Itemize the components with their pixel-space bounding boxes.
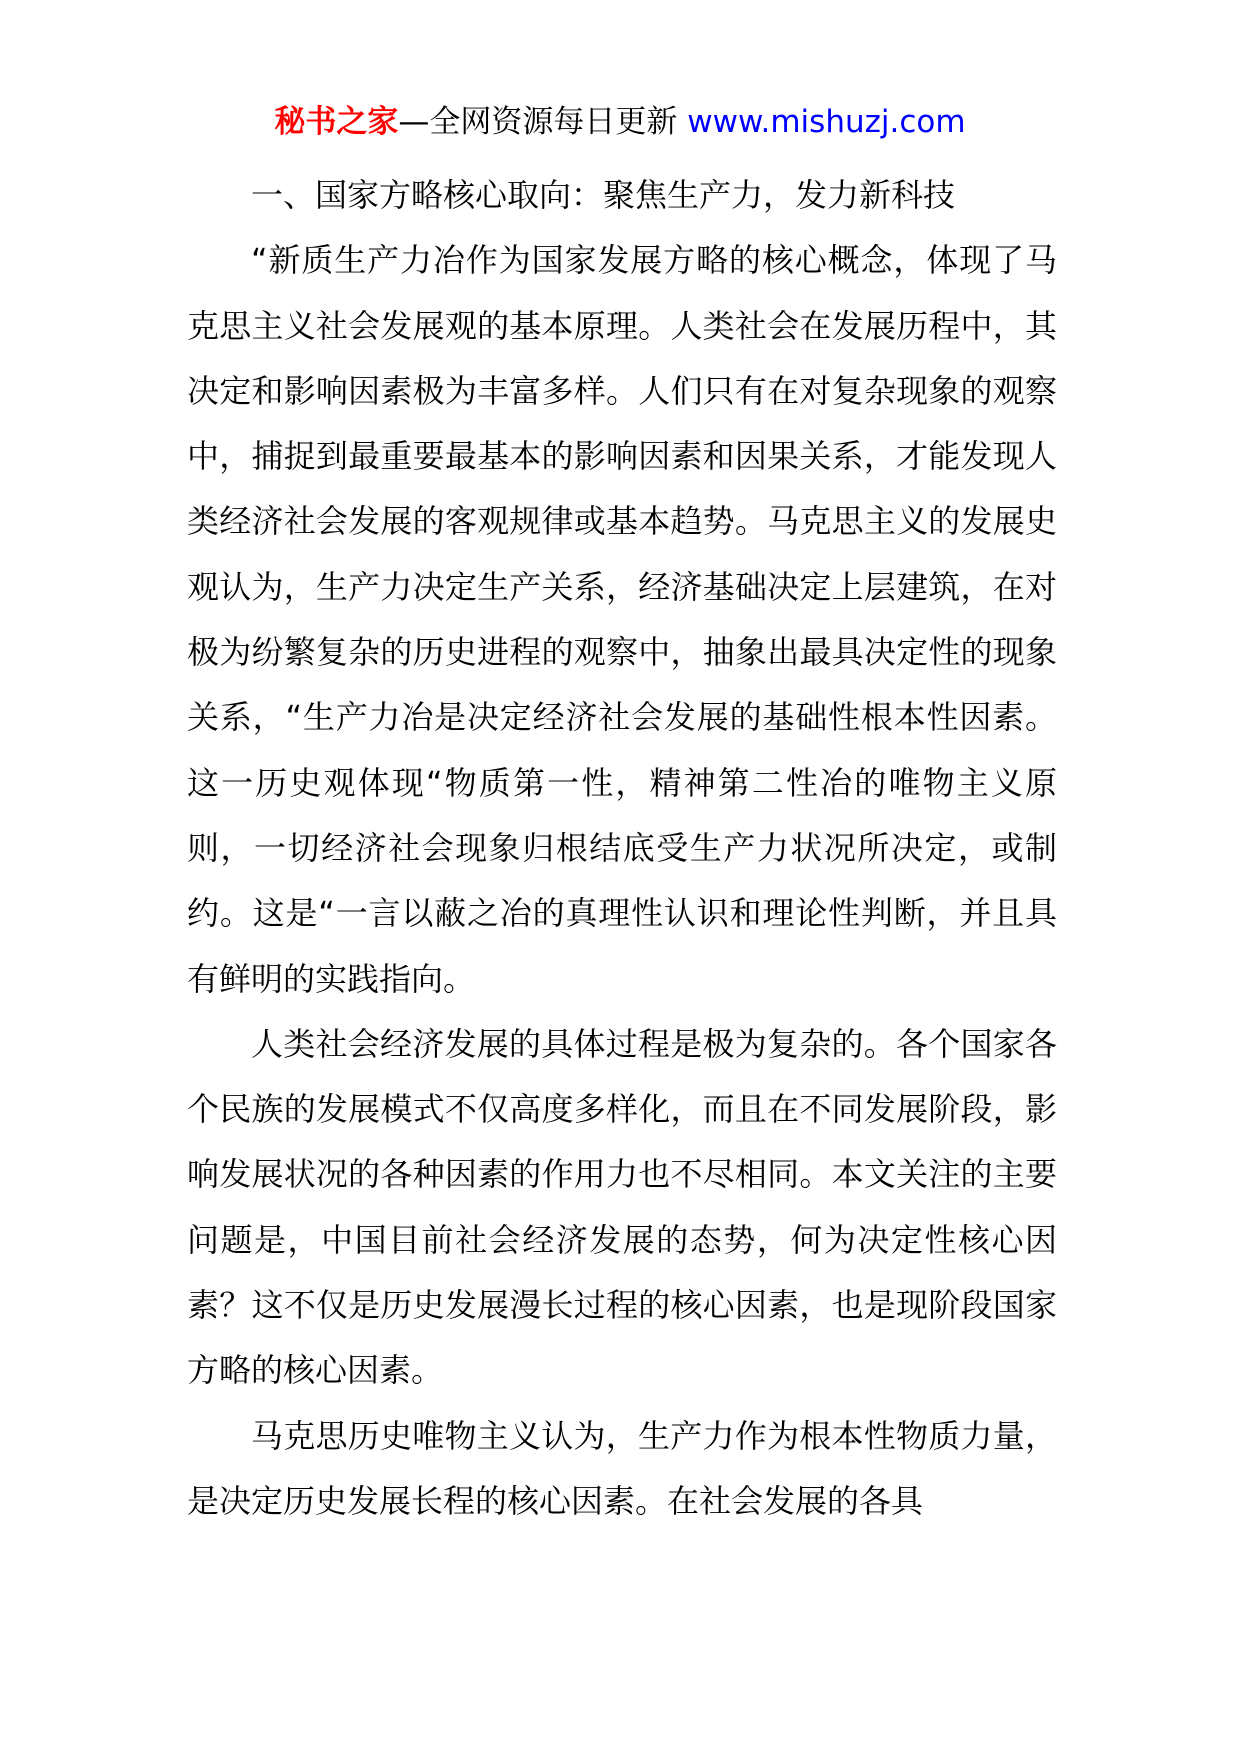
body-paragraph-1: “新质生产力冶作为国家发展方略的核心概念，体现了马克思主义社会发展观的基本原理。人类社会在发展历程中，其决定和影响因素极为丰富多样。人们只有在对复杂现象的观察中，捕捉到最重要最基本的影响因素和因果关系，才能发现人类经济社会发展的客观规律或基本趋势。马克思主义的发展史观认为，生产力决定生产关系，经济基础决定上层建筑，在对极为纷繁复杂的历史进程的观察中，抽象出最具决定性的现象关系，“生产力冶是决定经济社会发展的基础性根本性因素。这一历史观体现“物质第一性，精神第二性冶的唯物主义原则，一切经济社会现象归根结底受生产力状况所决定，或制约。这是“一言以蔽之冶的真理性认识和理论性判断，并且具有鲜明的实践指向。 xyxy=(187,241,1057,998)
site-url-link[interactable]: www.mishuzj.com xyxy=(687,104,966,140)
section-heading: 一、国家方略核心取向：聚焦生产力，发力新科技 xyxy=(251,176,956,214)
site-header xyxy=(0,100,1240,144)
document-body xyxy=(187,163,1057,1534)
brand-name: 秘书之家 xyxy=(274,104,399,140)
body-paragraph-3: 马克思历史唯物主义认为，生产力作为根本性物质力量，是决定历史发展长程的核心因素。在社会发展的各具 xyxy=(187,1416,1057,1520)
body-paragraph-2: 人类社会经济发展的具体过程是极为复杂的。各个国家各个民族的发展模式不仅高度多样化，而且在不同发展阶段，影响发展状况的各种因素的作用力也不尽相同。本文关注的主要问题是，中国目前社会经济发展的态势，何为决定性核心因素？这不仅是历史发展漫长过程的核心因素，也是现阶段国家方略的核心因素。 xyxy=(187,1024,1057,1390)
header-tagline: —全网资源每日更新 xyxy=(398,104,678,140)
